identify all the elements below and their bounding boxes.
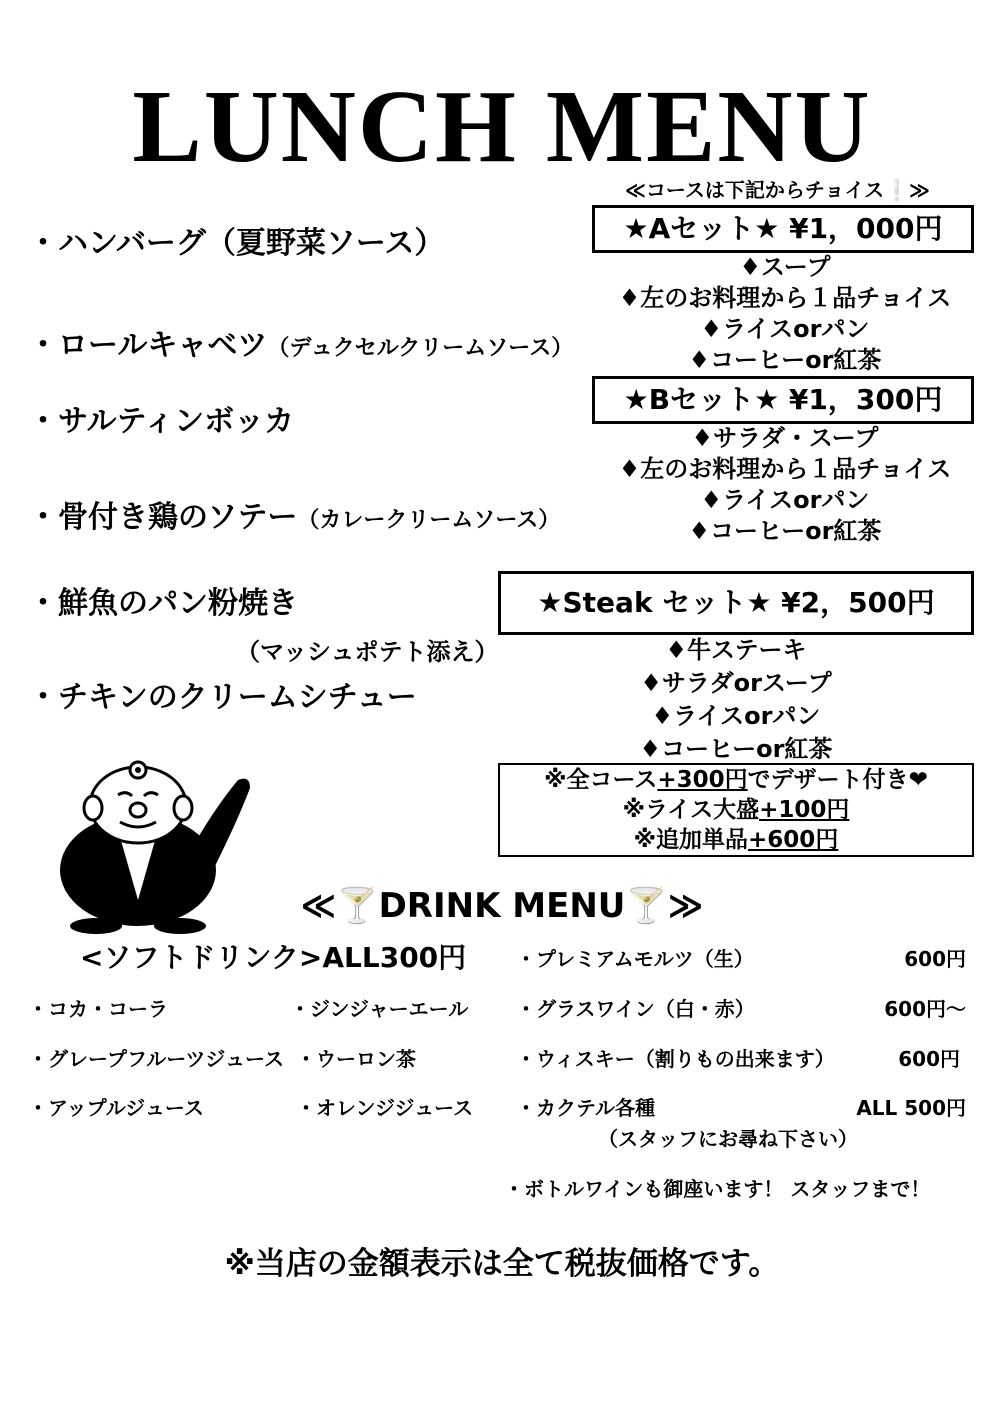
cocktail-note: （スタッフにお尋ね下さい） — [598, 1127, 858, 1151]
dish-item: （マッシュポテト添え） — [236, 638, 499, 666]
dish-item: ・チキンのクリームシチュー — [28, 680, 417, 715]
set-a-label: ★Aセット★ ¥1，000円 — [623, 212, 943, 245]
dish-item: ・ハンバーグ（夏野菜ソース） — [28, 226, 445, 261]
alcohol-price: 600円 — [904, 947, 966, 971]
set-steak-item: ♦牛ステーキ — [665, 636, 807, 664]
dish-note: （カレークリームソース） — [297, 508, 561, 533]
tax-note: ※当店の金額表示は全て税抜価格です。 — [224, 1246, 780, 1282]
set-b-item: ♦サラダ・スープ — [691, 424, 879, 452]
alcohol-price: ALL 500円 — [856, 1096, 966, 1120]
set-steak-item: ♦サラダorスープ — [640, 669, 832, 697]
alcohol-name: ・グラスワイン（白・赤） — [516, 997, 755, 1021]
set-steak-label: ★Steak セット★ ¥2，500円 — [537, 586, 935, 619]
alcohol-name: ・プレミアムモルツ（生） — [516, 947, 754, 971]
set-a-item: ♦ライスorパン — [700, 315, 870, 343]
soft-drink-item: ・アップルジュース — [28, 1096, 204, 1120]
dish-item: ・骨付き鶏のソテー（カレークリームソース） — [28, 500, 561, 535]
set-steak-item: ♦コーヒーor紅茶 — [639, 735, 833, 763]
dish-note: （デュクセルクリームソース） — [267, 336, 574, 361]
bottle-wine-note: ・ボトルワインも御座います！ スタッフまで！ — [504, 1177, 931, 1201]
dish-item: ・鮮魚のパン粉焼き — [28, 586, 298, 621]
extra-line: ※追加単品+600円 — [633, 827, 839, 853]
alcohol-price: 600円～ — [884, 997, 966, 1021]
soft-drink-item: ・コカ・コーラ — [28, 997, 168, 1021]
soft-drink-item: ・ウーロン茶 — [296, 1047, 416, 1071]
set-b-item: ♦左のお料理から１品チョイス — [618, 455, 952, 483]
extra-line: ※全コース+300円でデザート付き❤ — [544, 767, 928, 793]
set-a-item: ♦コーヒーor紅茶 — [688, 346, 882, 374]
set-b-box — [592, 376, 974, 424]
drink-menu-title: ≪🍸DRINK MENU🍸≫ — [300, 886, 704, 926]
set-b-item: ♦コーヒーor紅茶 — [688, 517, 882, 545]
soft-drink-item: ・グレープフルーツジュース — [28, 1047, 284, 1071]
dish-item: ・ロールキャベツ（デュクセルクリームソース） — [28, 328, 574, 363]
set-a-box — [592, 205, 974, 253]
alcohol-name: ・カクテル各種 — [516, 1096, 655, 1120]
set-steak-item: ♦ライスorパン — [651, 702, 821, 730]
page-title: LUNCH MENU — [132, 69, 872, 184]
course-note: ≪コースは下記からチョイス❕≫ — [625, 178, 930, 202]
extra-line: ※ライス大盛+100円 — [622, 797, 850, 823]
dish-item: ・サルティンボッカ — [28, 404, 295, 439]
soft-drink-item: ・オレンジジュース — [296, 1096, 474, 1120]
alcohol-price: 600円 — [898, 1047, 960, 1071]
alcohol-name: ・ウィスキー（割りもの出来ます） — [516, 1047, 835, 1071]
set-steak-box — [498, 571, 974, 635]
set-a-item: ♦スープ — [739, 253, 831, 281]
soft-drink-item: ・ジンジャーエール — [290, 997, 469, 1021]
extras-box — [498, 763, 974, 857]
set-b-item: ♦ライスorパン — [700, 486, 870, 514]
set-b-label: ★Bセット★ ¥1，300円 — [623, 383, 943, 416]
soft-drink-title: <ソフトドリンク>ALL300円 — [80, 941, 467, 974]
set-a-item: ♦左のお料理から１品チョイス — [618, 284, 952, 312]
